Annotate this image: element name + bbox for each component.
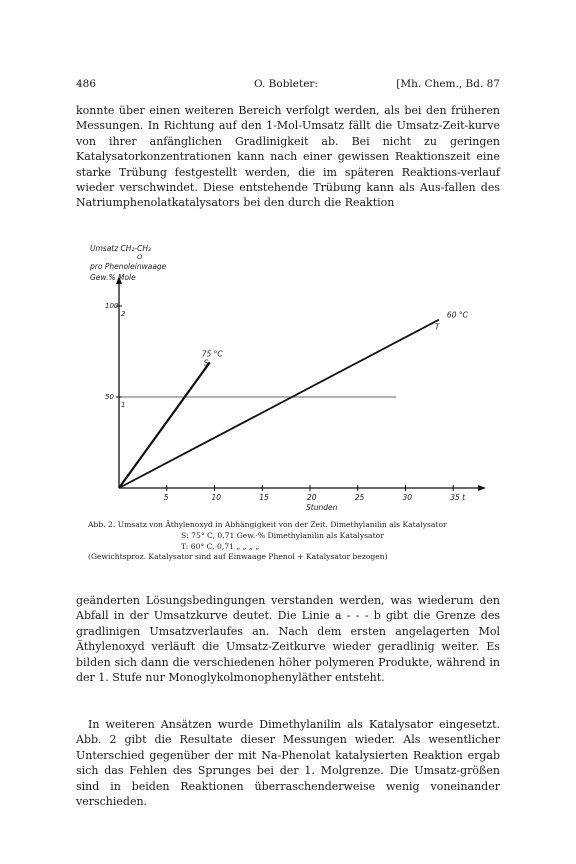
x-axis-label: Stunden	[306, 503, 338, 512]
x-tick-label: 5	[163, 493, 169, 502]
y-axis-label-line-2: O	[137, 253, 143, 261]
series-line-T	[119, 320, 439, 488]
page-number: 486	[76, 78, 97, 90]
y-axis-label-line-1: Umsatz CH₂-CH₂	[90, 244, 152, 253]
series-temp-label-T: 60 °C	[446, 310, 468, 320]
series-name-label-S: S	[203, 358, 209, 368]
caption-line-4: (Gewichtsproz. Katalysator sind auf Einwaage Phenol + Katalysator bezogen)	[88, 552, 388, 562]
caption-line-2: S: 75° C, 0,71 Gew.-% Dimethylanilin als Katalysator	[181, 530, 384, 540]
paragraph-2: geänderten Lösungsbedingungen verstanden werden, was wiederum den Abfall in der Umsatzkurve deutet. Die Linie a - - - b gibt die Grenze des gradlinigen Umsatzverlaufes an. Nach dem ersten angelagerten Mol Äthylenoxyd verläuft die Umsatz-Zeitkurve wieder geradlinig weiter. Es bilden sich dann die verschiedenen höher polymeren Produkte, während in der 1. Stufe nur Monoglykolmonophenyläther entsteht.	[76, 594, 500, 685]
series-name-label-T: T	[434, 322, 440, 332]
y-tick-label-mol: 1	[121, 401, 126, 409]
y-axis-label-line-4: Gew.% Mole	[90, 273, 136, 282]
paragraph-3: In weiteren Ansätzen wurde Dimethylanilin als Katalysator eingesetzt. Abb. 2 gibt die Resultate dieser Messungen wieder. Als wesentlicher Unterschied gegenüber der mit Na-Phenolat katalysierten Reaktion ergab sich das Fehlen des Sprunges bei der 1. Molgrenze. Die Umsatz-größen sind in beiden Reaktionen überraschenderweise wenig voneinander verschieden.	[76, 718, 500, 809]
y-tick-label-mol: 2	[121, 310, 126, 318]
x-tick-label: 35 t	[450, 493, 466, 502]
caption-line-3: T: 60° C, 0,71 „ „ „ „	[181, 541, 260, 551]
header-journal: [Mh. Chem., Bd. 87	[396, 78, 500, 90]
page-header	[76, 78, 500, 92]
paragraph-1: konnte über einen weiteren Bereich verfolgt werden, als bei den früheren Messungen. In Richtung auf den 1-Mol-Umsatz fällt die Umsatz-Zeit-kurve von ihrer anfänglichen Gradlinigkeit ab. Bei nicht zu geringen Katalysatorkonzentrationen kann nach einer gewissen Reaktionszeit eine starke Trübung festgestellt werden, die im späteren Reaktions-verlauf wieder verschwindet. Diese entstehende Trübung kann als Aus-fallen des Natriumphenolatkatalysators bei den durch die Reaktion	[76, 104, 500, 210]
figure-abb-2	[76, 232, 500, 522]
y-tick-label-percent: 100	[105, 302, 119, 310]
caption-line-1: Abb. 2. Umsatz von Äthylenoxyd in Abhängigkeit von der Zeit. Dimethylanilin als Katalysator	[88, 520, 447, 529]
x-axis-arrow	[478, 485, 486, 491]
x-tick-label: 30	[402, 493, 413, 502]
series-line-S	[119, 362, 210, 488]
x-tick-label: 10	[211, 493, 222, 502]
figure-caption	[88, 520, 498, 563]
y-tick-label-percent: 50	[105, 393, 114, 401]
conversion-time-chart	[76, 232, 500, 522]
x-tick-label: 25	[354, 493, 365, 502]
x-tick-label: 20	[307, 493, 317, 502]
header-author: O. Bobleter:	[254, 78, 318, 90]
series-temp-label-S: 75 °C	[201, 349, 223, 359]
x-tick-label: 15	[259, 493, 269, 502]
y-axis-label-line-3: pro Phenoleinwaage	[90, 262, 167, 271]
